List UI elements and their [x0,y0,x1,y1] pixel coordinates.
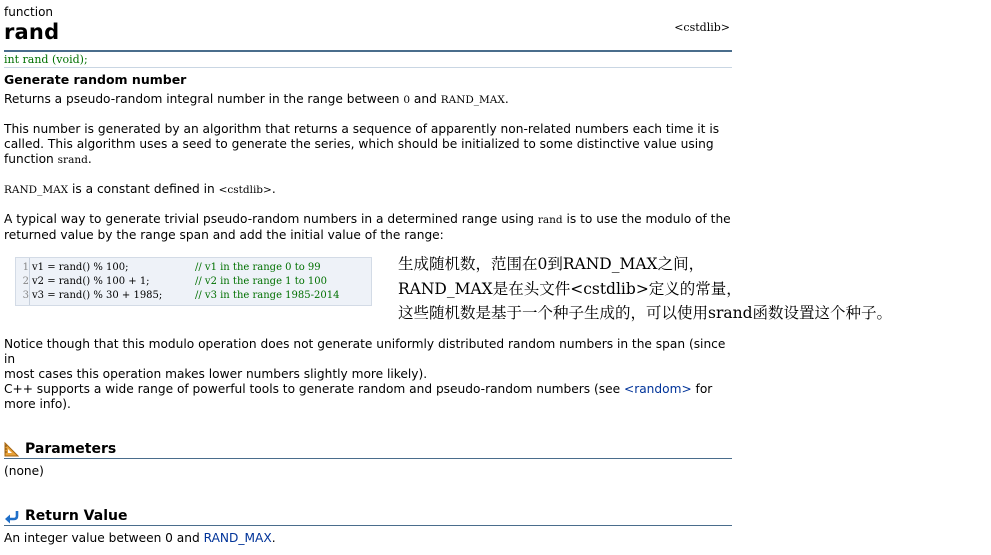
parameters-heading-text: Parameters [25,441,117,457]
desc-text: function [4,152,58,166]
code-line [16,289,371,303]
line-comment: // v3 in the range 1985-2014 [195,290,340,301]
annotation-line: RAND_MAX是在头文件<cstdlib>定义的常量， [398,279,742,298]
desc-line: Notice though that this modulo operation does not generate uniformly distributed random numbers in the span (since in [4,337,726,366]
code-rand-max: RAND_MAX [4,184,69,196]
description-modulo [4,212,734,243]
function-prototype: int rand (void); [4,53,88,66]
return-value-body [4,531,734,546]
rand-max-link[interactable]: RAND_MAX [203,531,272,545]
description-algorithm [4,122,734,168]
code-line [16,275,371,289]
description-notice [4,337,734,382]
desc-line: This number is generated by an algorithm that returns a sequence of apparently non-related numbers each time it is [4,122,720,136]
line-number: 1 [22,262,29,273]
line-number: 2 [22,276,29,287]
desc-text: Returns a pseudo-random integral number in the range between [4,92,404,106]
desc-text: . [504,92,509,106]
parameters-body: (none) [4,464,44,478]
code-rand-max: RAND_MAX [440,94,505,106]
desc-text: . [87,152,92,166]
line-code: v2 = rand() % 100 + 1; [32,276,150,287]
header-file-link[interactable]: <cstdlib> [674,21,730,34]
parameters-heading [4,441,116,457]
desc-line: more info). [4,397,71,411]
return-value-heading-text: Return Value [25,508,128,524]
desc-text: for [691,382,713,396]
desc-text: . [271,182,276,196]
line-comment: // v1 in the range 0 to 99 [195,262,321,273]
code-srand: srand [57,154,88,166]
code-example[interactable] [15,257,372,306]
description-cpp-tools [4,382,734,412]
annotation-line: 这些随机数是基于一个种子生成的，可以使用srand函数设置这个种子。 [398,304,893,322]
random-header-link[interactable]: <random> [623,382,692,396]
desc-text: is a constant defined in [68,182,219,196]
entity-kind: function [4,5,54,19]
desc-text: An integer value between 0 and [4,531,204,545]
desc-line [4,382,734,397]
chinese-annotation [398,252,892,326]
prototype-rule [4,67,732,68]
ruler-triangle-icon [4,441,20,457]
line-code: v3 = rand() % 30 + 1985; [32,290,163,301]
annotation-line: 生成随机数，范围在0到RAND_MAX之间， [398,255,705,273]
code-zero: 0 [403,94,411,106]
summary-heading: Generate random number [4,72,187,87]
desc-line [4,152,734,168]
code-header: <cstdlib> [218,184,272,196]
desc-text: and [410,92,441,106]
return-value-rule [4,525,732,526]
return-arrow-icon [4,508,20,524]
parameters-rule [4,458,732,459]
desc-line: most cases this operation makes lower numbers slightly more likely). [4,367,428,381]
description-constant [4,182,734,198]
page-title: rand [4,20,60,44]
description-range [4,92,734,108]
return-value-heading [4,508,127,524]
desc-text: is to use the modulo of the [562,212,731,226]
title-rule [4,50,732,52]
line-comment: // v2 in the range 1 to 100 [195,276,328,287]
code-line [16,261,371,275]
line-number: 3 [22,290,29,301]
desc-line [4,212,734,228]
desc-line: returned value by the range span and add the initial value of the range: [4,228,444,242]
desc-text: C++ supports a wide range of powerful tools to generate random and pseudo-random numbers (see [4,382,624,396]
desc-text: . [271,531,276,545]
code-rand: rand [537,214,563,226]
line-code: v1 = rand() % 100; [32,262,129,273]
desc-line: called. This algorithm uses a seed to generate the series, which should be initialized to some distinctive value using [4,137,714,151]
desc-text: A typical way to generate trivial pseudo-random numbers in a determined range using [4,212,538,226]
